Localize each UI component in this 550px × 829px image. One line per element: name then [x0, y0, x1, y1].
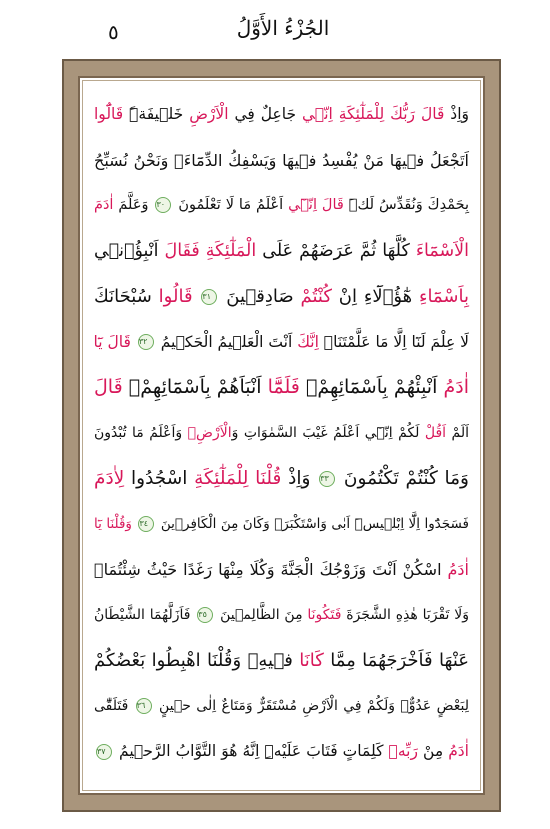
highlighted-word: رَبِّه۪: [388, 742, 418, 760]
verse-text: وَاِذْ: [281, 468, 318, 489]
ayah-number-marker: ٣٢: [138, 334, 154, 350]
highlighted-word: وَقُلْنَا يَٓا: [94, 515, 132, 532]
highlighted-word: الْاَرْضِ: [189, 105, 229, 123]
verse-text: كَلِمَاتٍ فَتَابَ عَلَيْهِۜ اِنَّهُ هُوَ التَّوَّابُ الرَّح۪يمُ: [114, 742, 389, 760]
verse-text: بِحَمْدِكَ وَنُقَدِّسُ لَكَۜ: [343, 197, 470, 213]
verse-text: [131, 333, 136, 351]
verse-text: [193, 286, 200, 307]
highlighted-word: اَقُلْ: [424, 424, 447, 441]
highlighted-word: الْاَرْضِۙ: [187, 424, 232, 441]
verse-text: عَنْهَا فَاَخْرَجَهُمَا مِمَّا: [323, 650, 469, 671]
text-line: [94, 229, 469, 275]
verse-text: اَلَمْ: [446, 424, 469, 441]
text-line: [94, 593, 469, 639]
highlighted-word: فَلَمَّٓا: [267, 376, 300, 398]
page-header: [0, 0, 550, 58]
verse-text: فَسَجَدُٓوا اِلَّٓا اِبْل۪يسَۜ اَبٰى وَاسْتَكْبَرَۗ وَكَانَ مِنَ الْكَافِر۪ينَ: [156, 515, 470, 532]
verse-text: صَادِق۪ينَ: [219, 286, 301, 307]
text-line: [94, 547, 469, 593]
highlighted-word: قَالَ: [94, 376, 123, 398]
text-line: [94, 684, 469, 730]
text-line: [94, 502, 469, 548]
ayah-number-marker: ٣٣: [319, 471, 335, 487]
highlighted-word: بِاَسْمَٓاءِ: [419, 286, 469, 307]
highlighted-word: اٰدَمُ: [447, 560, 469, 579]
highlighted-word: قَالُوا: [158, 286, 193, 307]
verse-text: فَاَزَلَّهُمَا الشَّيْطَانُ: [94, 606, 196, 623]
ayah-number-marker: ٣٧: [96, 744, 112, 760]
highlighted-word: اٰدَمُ: [448, 742, 469, 760]
ayah-number-marker: ٣١: [201, 289, 217, 305]
highlighted-word: اٰدَمَ: [94, 197, 114, 213]
verse-text: اسْكُنْ اَنْتَ وَزَوْجُكَ الْجَنَّةَ وَكُلَا مِنْهَا رَغَدًا حَيْثُ شِئْتُمَاۖ: [94, 560, 448, 579]
verse-text: لَكُمْ اِنّ۪ٓي اَعْلَمُ غَيْبَ السَّمٰوَاتِ وَ: [231, 424, 425, 441]
highlighted-word: قَالَ رَبُّكَ لِلْمَلٰٓئِكَةِ اِنّ۪ي: [301, 105, 445, 123]
verse-text: اَنْبِؤُ۫ن۪ي: [94, 240, 165, 261]
verse-text: مِنْ: [417, 742, 449, 760]
verse-text: اَنْبَاَهُمْ بِاَسْمَٓائِهِمْۙ: [122, 376, 268, 398]
quran-text-block: [94, 92, 469, 782]
highlighted-word: كَانَا: [299, 650, 324, 671]
verse-text: اسْجُدُوا: [124, 468, 195, 489]
verse-text: هٰٓؤُ۬لَٓاءِ اِنْ: [331, 286, 420, 307]
highlighted-word: قَالَ يَٓا: [93, 332, 131, 351]
verse-text: وَلَا تَقْرَبَا هٰذِهِ الشَّجَرَةَ: [341, 606, 469, 623]
verse-text: خَل۪يفَةًۜ: [123, 105, 190, 123]
verse-text: سُبْحَانَكَ: [94, 286, 159, 307]
verse-text: [132, 516, 136, 532]
text-line: [94, 138, 469, 184]
text-line: [94, 320, 469, 366]
highlighted-word: الْاَسْمَٓاءَ: [415, 240, 470, 261]
text-line: [94, 365, 469, 411]
verse-text: مِنَ الظَّالِم۪ينَ: [215, 606, 308, 623]
verse-text: اَعْلَمُ مَا لَا تَعْلَمُونَ: [173, 197, 289, 213]
highlighted-word: كُنْتُمْ: [300, 286, 332, 307]
highlighted-word: لِاٰدَمَ: [94, 468, 125, 489]
ayah-number-marker: ٣٦: [136, 698, 152, 714]
text-line: [94, 92, 469, 138]
verse-text: لَا عِلْمَ لَنَٓا اِلَّا مَا عَلَّمْتَنَاۜ: [318, 332, 469, 351]
verse-text: اَتَجْعَلُ ف۪يهَا مَنْ يُفْسِدُ ف۪يهَا وَيَسْفِكُ الدِّمَٓاءَۚ وَنَحْنُ نُسَبِّحُ: [94, 150, 469, 170]
highlighted-word: الْمَلٰٓئِكَةِ فَقَالَ: [164, 240, 257, 261]
highlighted-word: قَالَ اِنّ۪ٓي: [288, 197, 344, 213]
ayah-number-marker: ٣٥: [197, 607, 213, 623]
ayah-number-marker: ٣٤: [138, 516, 154, 532]
verse-text: وَعَلَّمَ: [113, 197, 154, 213]
text-line: [94, 183, 469, 229]
highlighted-word: اٰدَمُ: [443, 376, 469, 398]
verse-text: اَنْبِئْهُمْ بِاَسْمَٓائِهِمْۚ: [299, 376, 444, 398]
verse-text: فَتَلَقّٰٓى: [94, 697, 134, 714]
page-number: ٥: [108, 20, 119, 44]
highlighted-word: فَتَكُونَا: [307, 606, 342, 623]
text-line: [94, 274, 469, 320]
verse-text: ف۪يهِۖ وَقُلْنَا اهْبِطُوا بَعْضُكُمْ: [94, 650, 300, 671]
verse-text: لِبَعْضٍ عَدُوٌّۚ وَلَكُمْ فِي الْاَرْضِ مُسْتَقَرٌّ وَمَتَاعٌ اِلٰى ح۪ينٍ: [153, 697, 469, 714]
verse-text: كُلَّهَا ثُمَّ عَرَضَهُمْ عَلَى: [256, 240, 416, 261]
verse-text: وَمَا كُنْتُمْ تَكْتُمُونَ: [337, 468, 469, 489]
text-line: [94, 456, 469, 502]
verse-text: وَاَعْلَمُ مَا تُبْدُونَ: [94, 424, 188, 441]
text-line: [94, 638, 469, 684]
highlighted-word: اِنَّكَ: [297, 332, 319, 351]
highlighted-word: قَالُٓوا: [94, 105, 124, 123]
highlighted-word: قُلْنَا لِلْمَلٰٓئِكَةِ: [194, 468, 282, 489]
verse-text: وَاِذْ: [444, 105, 470, 123]
ayah-number-marker: ٣٠: [155, 197, 171, 213]
verse-text: جَاعِلٌ فِي: [228, 105, 302, 123]
text-line: [94, 411, 469, 457]
verse-text: اَنْتَ الْعَل۪يمُ الْحَك۪يمُ: [155, 332, 298, 351]
juz-title: الجُزْءُ الأَوَّلُ: [236, 16, 330, 40]
text-line: [94, 729, 469, 775]
